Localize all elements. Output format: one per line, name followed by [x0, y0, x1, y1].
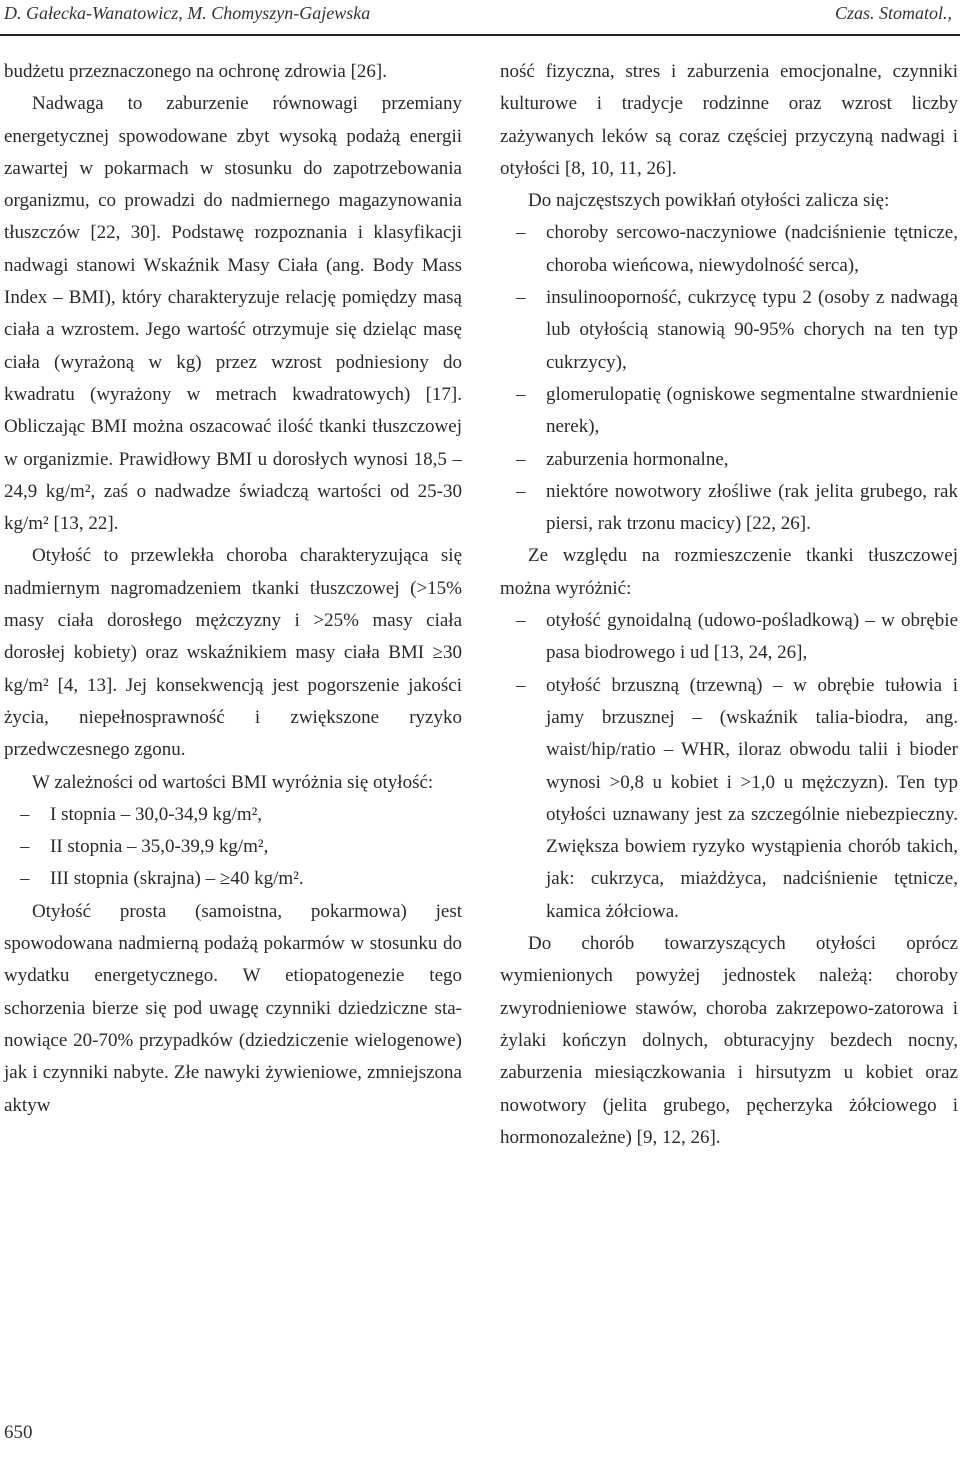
header-authors: D. Gałecka-Wanatowicz, M. Chomyszyn-Gajewska [4, 3, 371, 23]
list-item: – otyłość gynoidalną (udowo-pośladkową) – w obrębie pasa biodrowego i ud [13, 24, 26], [500, 605, 958, 670]
page-number: 650 [4, 1422, 33, 1443]
obesity-grades-list [4, 799, 462, 896]
list-item: – otyłość brzuszną (trzewną) – w obrębie tułowia i jamy brzusznej – (wskaźnik talia-biodra, ang. waist/hip/ratio – WHR, iloraz obwodu talii i bioder wynosi >0,8 u kobiet i >1,0 u mężczyzn). Ten typ otyłości uznawany jest za szczególnie niebezpieczny. Zwiększa bowiem ryzyko wystąpienia chorób takich, jak: cukrzyca, miażdżyca, nadciśnienie tętnicze, kamica żółciowa. [500, 670, 958, 928]
obesity-types-list [500, 605, 958, 928]
list-item: – niektóre nowotwory złośliwe (rak jelita grubego, rak piersi, rak trzonu macicy) [22, 26]. [500, 476, 958, 541]
right-paragraph-3: Ze względu na rozmieszczenie tkanki tłuszczowej można wyróżnić: [500, 545, 958, 599]
list-item: – III stopnia (skrajna) – ≥40 kg/m². [4, 863, 462, 895]
left-paragraph-5: Otyłość prosta (samoistna, pokarmowa) jest spowodowana nadmierną podażą pokarmów w stosunku do wydatku energetycznego. W etiopatogenezie tego schorzenia bierze się pod uwagę czynniki dziedziczne stanowiące 20-70% przypadków (dziedziczenie wielogenowe) jak i czynniki nabyte. Złe nawyki żywieniowe, zmniejszona aktyw [4, 900, 462, 1116]
list-item: – glomerulopatię (ogniskowe segmentalne stwardnienie nerek), [500, 379, 958, 444]
list-item: – choroby sercowo-naczyniowe (nadciśnienie tętnicze, choroba wieńcowa, niewydolność serca), [500, 217, 958, 282]
running-header [0, 0, 960, 36]
left-paragraph-4: W zależności od wartości BMI wyróżnia się otyłość: [32, 771, 434, 793]
list-item: – zaburzenia hormonalne, [500, 444, 958, 476]
header-journal: Czas. Stomatol., [834, 3, 952, 23]
left-column [4, 56, 462, 1122]
left-paragraph-2: Nadwaga to zaburzenie równowagi przemiany energetycznej spowodowane zbyt wysoką podażą energii zawartej w pokarmach w stosunku do zapotrzebowania organizmu, co prowadzi do nadmiernego magazynowania tłuszczów [22, 30]. Podstawę rozpoznania i klasyfikacji nadwagi stanowi Wskaźnik Masy Ciała (ang. Body Mass Index – BMI), który charakteryzuje relację pomiędzy masą ciała a wzrostem. Jego wartość otrzymuje się dzieląc masę ciała (wyrażoną w kg) przez wzrost podniesiony do kwadratu (wyrażony w metrach kwadratowych) [17]. Obliczając BMI można oszacować ilość tkanki tłuszczowej w organizmie. Prawidłowy BMI u dorosłych wynosi 18,5 – 24,9 kg/m², zaś o nadwadze świadczą wartości od 25-30 kg/m² [13, 22]. [4, 93, 462, 535]
right-paragraph-2: Do najczęstszych powikłań otyłości zalicza się: [528, 190, 890, 212]
right-column [500, 56, 958, 1154]
complications-list [500, 217, 958, 540]
right-paragraph-4: Do chorób towarzyszących otyłości oprócz wymienionych powyżej jednostek należą: choroby zwyrodnieniowe stawów, choroba zakrzepowo-zatorowa i żylaki kończyn dolnych, obturacyjny bezdech nocny, zaburzenia miesiączkowania i hirsutyzm u kobiet oraz nowotwory (jelita grubego, pęcherzyka żółciowego i hormonozależne) [9, 12, 26]. [500, 933, 958, 1148]
list-item: – insulinooporność, cukrzycę typu 2 (osoby z nadwagą lub otyłością stanowią 90-95% chorych na ten typ cukrzycy), [500, 282, 958, 379]
left-paragraph-3: Otyłość to przewlekła choroba charakteryzująca się nadmiernym nagromadzeniem tkanki tłuszczowej (>15% masy ciała dorosłego mężczyzny i >25% masy ciała dorosłej kobiety) oraz wskaźnikiem masy ciała BMI ≥30 kg/m² [4, 13]. Jej konsekwencją jest pogorszenie jakości życia, niepełnosprawność i zwiększone ryzyko przedwczesnego zgonu. [4, 545, 462, 761]
list-item: – II stopnia – 35,0-39,9 kg/m², [4, 831, 462, 863]
right-paragraph-1: ność fizyczna, stres i zaburzenia emocjonalne, czynniki kulturowe i tradycje rodzinne oraz wzrost liczby zażywanych leków są coraz częściej przyczyną nadwagi i otyłości [8, 10, 11, 26]. [500, 61, 958, 179]
left-paragraph-1: budżetu przeznaczonego na ochronę zdrowia [26]. [4, 61, 387, 82]
list-item: – I stopnia – 30,0-34,9 kg/m², [4, 799, 462, 831]
